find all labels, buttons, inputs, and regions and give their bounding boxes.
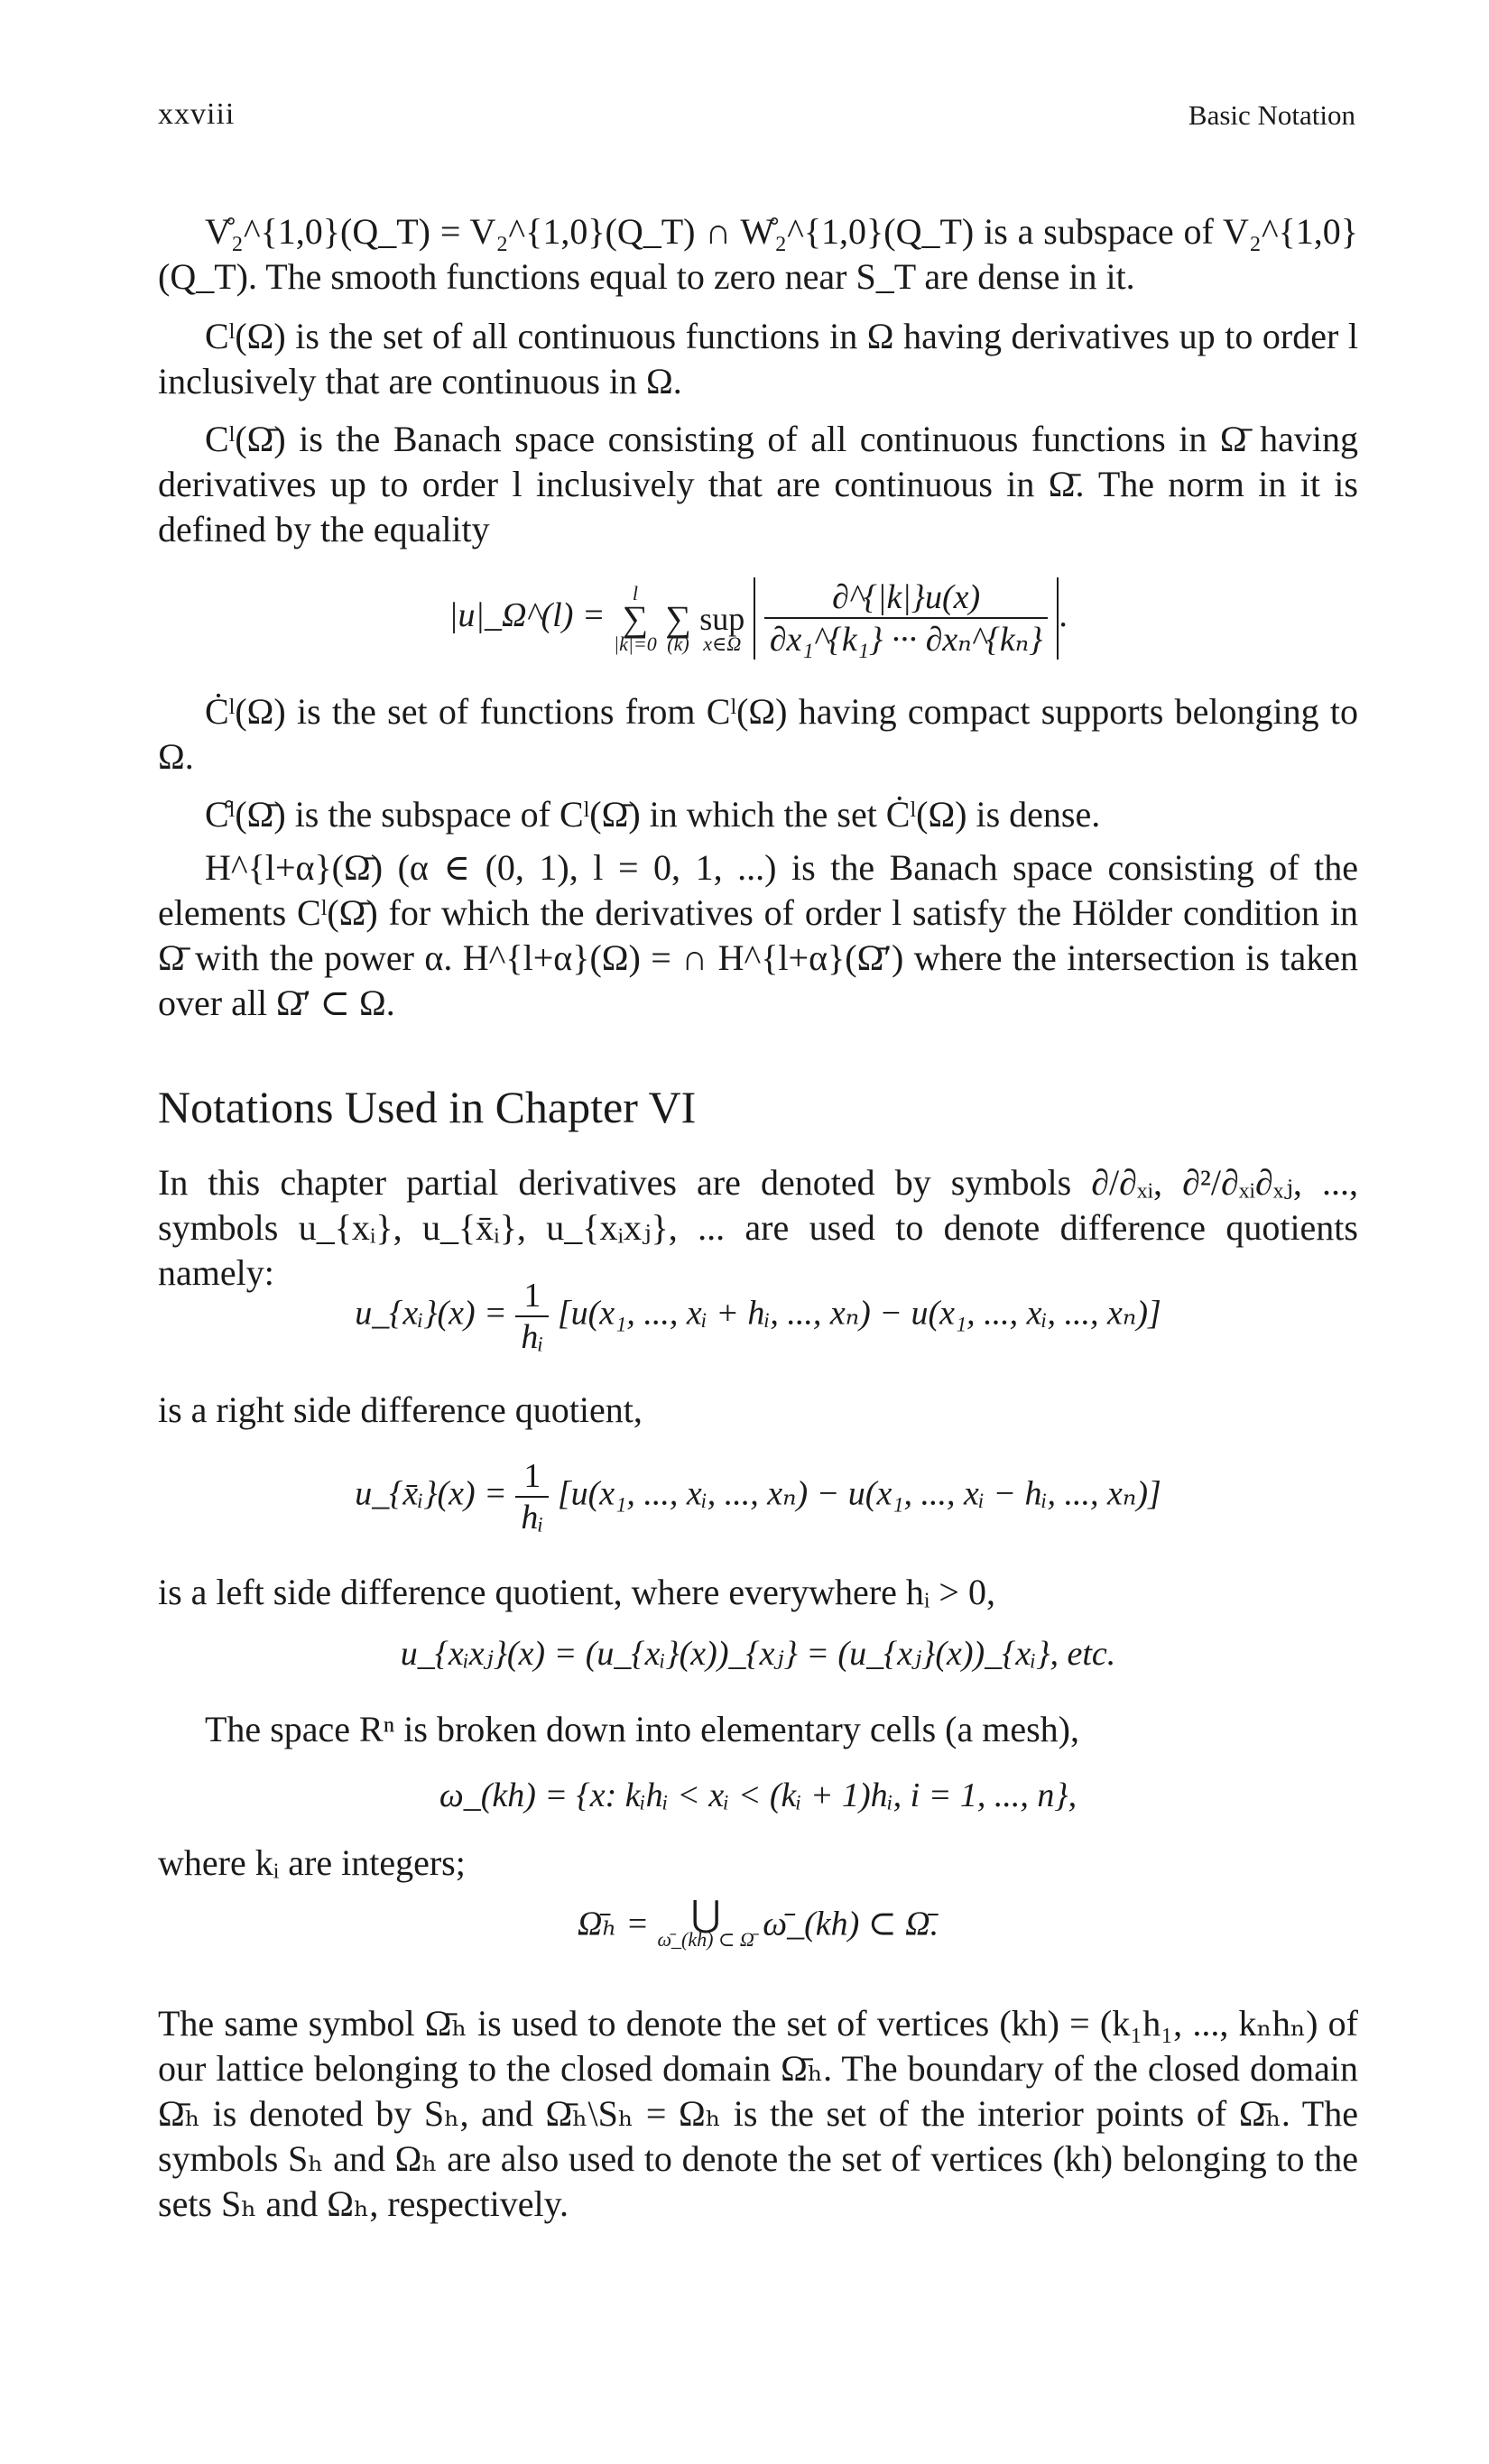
equation-norm: |u|_Ω^(l) = l ∑ |k|=0 ∑ (k) sup x∈Ω $\frac{\partial\^{}\{|k|\}u(x)}{\text{∂x₁\textasciicircum{}\{k₁\} ··· ∂xₙ\textasciicircum{}\{kₙ\}}}$ .	[449, 578, 1068, 659]
paragraph-holder: H^{l+α}(Ω̄) (α ∈ (0, 1), l = 0, 1, ...) is the Banach space consisting of the elements Cˡ(Ω̄) for which the derivatives of order l satisfy the Hölder condition in Ω̄ with the power α. H^{l+α}(Ω) = ∩ H^{l+α}(Ω̄′) where the intersection is taken over all Ω̄′ ⊂ Ω.	[158, 847, 1358, 1023]
paragraph-subspace-v: V̊₂^{1,0}(Q_T) = V₂^{1,0}(Q_T) ∩ W̊₂^{1,0}(Q_T) is a subspace of V₂^{1,0}(Q_T). The smooth functions equal to zero near S_T are dense in it.	[158, 211, 1358, 297]
paragraph-lattice: The same symbol Ω̄ₕ is used to denote the set of vertices (kh) = (k₁h₁, ..., kₙhₙ) of our lattice belonging to the closed domain Ω̄ₕ. The boundary of the closed domain Ω̄ₕ is denoted by Sₕ, and Ω̄ₕ\Sₕ = Ωₕ is the set of the interior points of Ω̄ₕ. The symbols Sₕ and Ωₕ are also used to denote the set of vertices (kh) belonging to the sets Sₕ and Ωₕ, respectively.	[158, 2003, 1358, 2224]
absolute-value-bars	[754, 577, 1059, 660]
equation-mesh-cell: ω_(kh) = {x: kᵢhᵢ < xᵢ < (kᵢ + 1)hᵢ, i = 1, ..., n},	[439, 1776, 1077, 1814]
paragraph-integers: where kᵢ are integers;	[158, 1842, 466, 1883]
left-denominator: hᵢ	[521, 1499, 544, 1537]
norm-lhs: |u|_Ω^(l) =	[449, 596, 606, 635]
left-fraction	[515, 1456, 549, 1537]
omega-lhs: Ω̄ₕ =	[577, 1905, 649, 1943]
right-numerator: 1	[515, 1276, 549, 1317]
paragraph-c-l-closure: Cˡ(Ω̄) is the Banach space consisting of all continuous functions in Ω̄ having derivatives up to order l inclusively that are continuous in Ω̄. The norm in it is defined by the equality	[158, 419, 1358, 549]
paragraph-left-side: is a left side difference quotient, where everywhere hᵢ > 0,	[158, 1572, 995, 1612]
left-numerator: 1	[515, 1456, 549, 1498]
union-operator	[657, 1894, 754, 1952]
section-heading: Notations Used in Chapter VI	[158, 1082, 697, 1132]
omega-rhs: ω̄_(kh) ⊂ Ω̄.	[763, 1905, 939, 1943]
sum-symbol-inner: ∑ (k)	[665, 597, 691, 655]
right-denominator: hᵢ	[521, 1318, 544, 1356]
sup-operator	[699, 581, 744, 657]
paragraph-c-ring: C̊ˡ(Ω̄) is the subspace of Cˡ(Ω̄) in which the set Ċˡ(Ω) is dense.	[205, 794, 1101, 835]
running-title: Basic Notation	[1188, 99, 1355, 131]
sum-inner-bottom: (k)	[667, 632, 689, 655]
paragraph-mesh: The space Rⁿ is broken down into elementary cells (a mesh),	[205, 1709, 1079, 1749]
equation-right-difference	[158, 1276, 1358, 1357]
right-fraction	[515, 1276, 549, 1357]
right-lhs: u_{xᵢ}(x) =	[355, 1294, 507, 1333]
paragraph-c-l-omega: Cˡ(Ω) is the set of all continuous functions in Ω having derivatives up to order l inclusively that are continuous in Ω.	[158, 316, 1358, 401]
equation-mixed-quotient: u_{xᵢxⱼ}(x) = (u_{xᵢ}(x))_{xⱼ} = (u_{xⱼ}(x))_{xᵢ}, etc.	[400, 1635, 1116, 1673]
left-lhs: u_{x̄ᵢ}(x) =	[355, 1474, 507, 1513]
paragraph-c-dot: Ċˡ(Ω) is the set of functions from Cˡ(Ω) having compact supports belonging to Ω.	[158, 691, 1358, 777]
derivative-numerator: ∂^{|k|}u(x)	[764, 577, 1049, 619]
sum-symbol-outer: l ∑ |k|=0	[614, 581, 657, 655]
right-rhs: [u(x₁, ..., xᵢ + hᵢ, ..., xₙ) − u(x₁, ..., xᵢ, ..., xₙ)]	[557, 1294, 1161, 1333]
equation-left-difference	[158, 1456, 1358, 1537]
union-bottom: ω̄_(kh) ⊂ Ω̄	[657, 1928, 754, 1951]
left-rhs: [u(x₁, ..., xᵢ, ..., xₙ) − u(x₁, ..., xᵢ − hᵢ, ..., xₙ)]	[557, 1474, 1161, 1513]
sup-label: sup	[699, 600, 745, 637]
paragraph-right-side: is a right side difference quotient,	[158, 1389, 643, 1430]
union-symbol: ⋃	[690, 1894, 721, 1934]
paragraph-chapter-intro: In this chapter partial derivatives are denoted by symbols ∂/∂ₓᵢ, ∂²/∂ₓᵢ∂ₓⱼ, ..., symbols u_{xᵢ}, u_{x̄ᵢ}, u_{xᵢxⱼ}, ... are used to denote difference quotients namely:	[158, 1162, 1358, 1293]
derivative-denominator: ∂x₁^{k₁} ··· ∂xₙ^{kₙ}	[769, 621, 1043, 659]
sup-bottom: x∈Ω	[703, 632, 742, 655]
page-number: xxviii	[158, 97, 236, 131]
derivative-fraction	[764, 577, 1049, 660]
sum-outer-bottom: |k|=0	[614, 632, 657, 655]
sum-outer-top: l	[632, 581, 638, 604]
equation-omega-h	[158, 1894, 1358, 1952]
